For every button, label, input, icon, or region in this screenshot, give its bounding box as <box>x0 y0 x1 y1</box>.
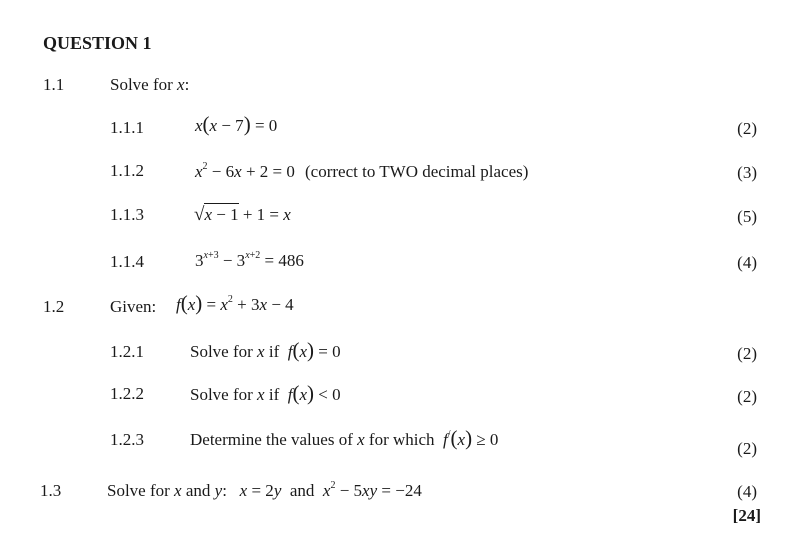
prompt-colon: : <box>184 75 190 94</box>
mark-1-1-2: (3) <box>737 163 757 182</box>
mark-1-1-4: (4) <box>737 253 757 272</box>
given-label: Given: <box>110 297 157 316</box>
item-number-1-1-1: 1.1.1 <box>110 118 144 137</box>
item-number-1-2-2: 1.2.2 <box>110 384 144 403</box>
question-1-1-prompt <box>110 75 189 95</box>
prompt-text: Solve for <box>110 75 173 94</box>
question-number-1-1: 1.1 <box>43 75 65 94</box>
item-number-1-1-4: 1.1.4 <box>110 252 144 271</box>
item-text-1-2-3: Determine the values of x for which f/(x) ≥ 0 <box>190 426 499 450</box>
prompt-variable: x <box>177 75 185 94</box>
equation-1-1-3: √x − 1 + 1 = x <box>194 204 291 225</box>
item-text-1-2-2: Solve for x if f(x) < 0 <box>190 381 341 405</box>
mark-1-2-3: (2) <box>737 439 757 458</box>
mark-1-3: (4) <box>737 482 757 501</box>
given-function: $f(x) = x^2 + 3x - 4$ <box>176 291 294 315</box>
question-title: QUESTION 1 <box>43 33 152 53</box>
equation-1-1-4: $3^{x+3} - 3^{x+2} = 486$ <box>195 250 304 270</box>
mark-1-2-2: (2) <box>737 387 757 406</box>
mark-1-1-3: (5) <box>737 207 757 226</box>
question-total: [24] <box>732 506 761 525</box>
question-number-1-2: 1.2 <box>43 297 65 316</box>
equation-1-1-1: x(x − 7) = 0 <box>195 112 278 136</box>
mark-1-2-1: (2) <box>737 344 757 363</box>
item-number-1-2-3: 1.2.3 <box>110 430 144 449</box>
item-number-1-1-2: 1.1.2 <box>110 161 144 180</box>
mark-1-1-1: (2) <box>737 119 757 138</box>
note-1-1-2: (correct to TWO decimal places) <box>305 162 529 181</box>
item-number-1-1-3: 1.1.3 <box>110 205 144 224</box>
item-number-1-2-1: 1.2.1 <box>110 342 144 361</box>
item-text-1-3: Solve for x and y: x = 2y and $x^2 - 5xy = -24$ <box>107 480 422 500</box>
equation-1-1-2: $x^2 - 6x + 2 = 0$ <box>195 161 295 181</box>
item-text-1-2-1: Solve for x if f(x) = 0 <box>190 338 341 362</box>
question-number-1-3: 1.3 <box>40 481 62 500</box>
